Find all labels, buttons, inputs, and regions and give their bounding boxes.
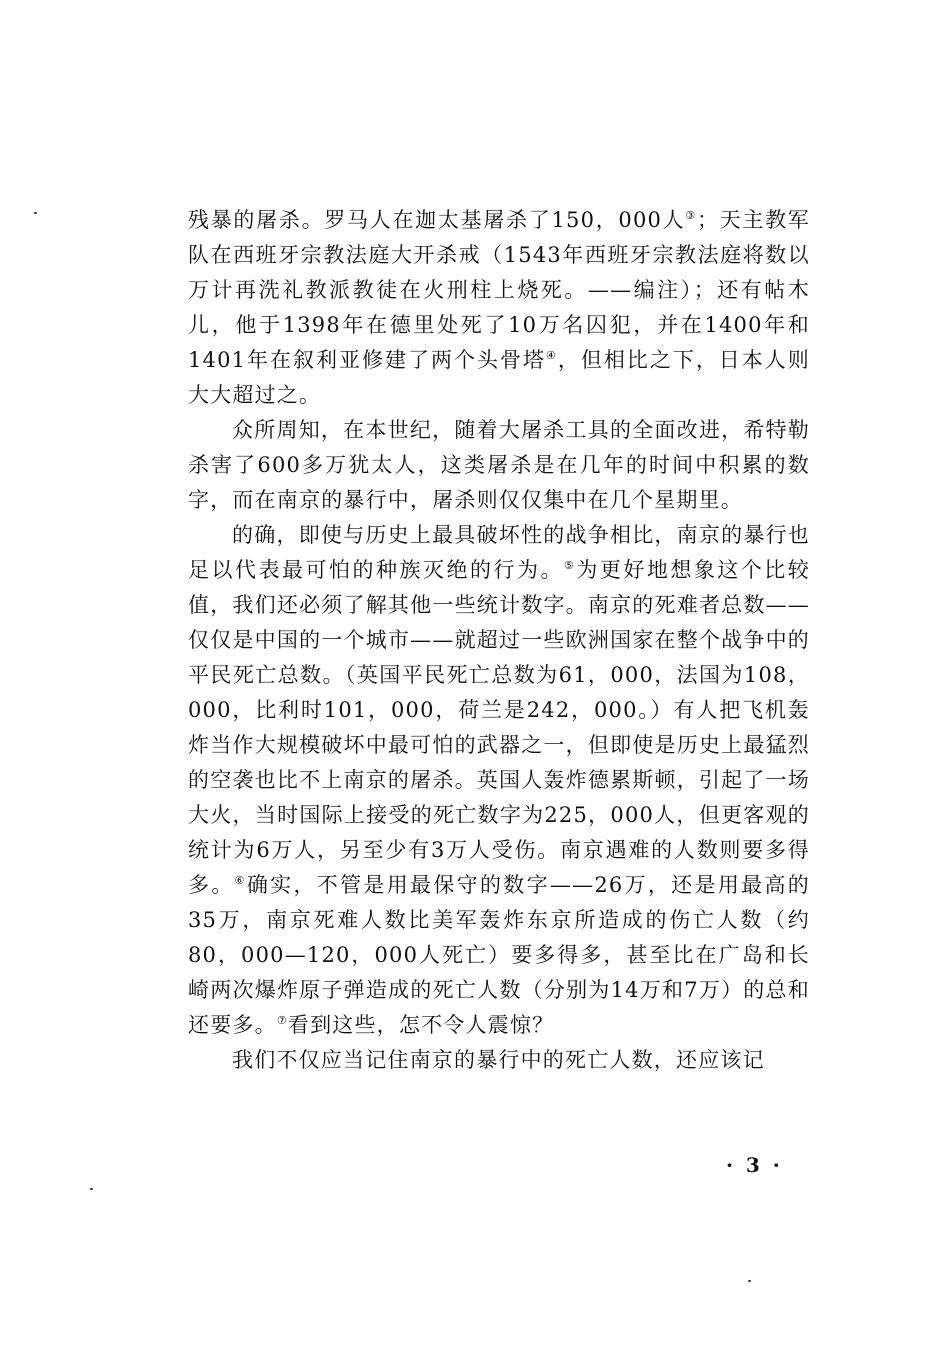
text-run: 确实，不管是用最保守的数字——26万，还是用最高的35万，南京死难人数比美军轰炸东京所造成的伤亡人数（约80，000—120，000人死亡）要多得多，甚至比在广岛和长崎两次爆炸原子弹造成的死亡人数（分别为14万和7万）的总和还要多。 [188, 873, 810, 1037]
text-run: 看到这些，怎不令人震惊？ [287, 1013, 555, 1037]
text-run: ，但相比之下，日本人则大大超过之。 [188, 348, 810, 407]
paragraph-4 [188, 1043, 810, 1078]
body-text [188, 203, 810, 1078]
footnote-marker: ⑥ [234, 874, 247, 887]
text-run: 的确，即使与历史上最具破坏性的战争相比，南京的暴行也足以代表最可怕的种族灭绝的行为。 [188, 523, 810, 582]
footnote-marker: ⑦ [276, 1014, 288, 1027]
text-run: 残暴的屠杀。罗马人在迦太基屠杀了150，000人 [188, 208, 686, 232]
text-run: 众所周知，在本世纪，随着大屠杀工具的全面改进，希特勒杀害了600多万犹太人，这类屠杀是在几年的时间中积累的数字，而在南京的暴行中，屠杀则仅仅集中在几个星期里。 [188, 418, 810, 512]
paragraph-3 [188, 518, 810, 1043]
paragraph-1 [188, 203, 810, 413]
text-run: ；天主教军队在西班牙宗教法庭大开杀戒（1543年西班牙宗教法庭将数以万计再洗礼教派教徒在火刑柱上烧死。——编注）；还有帖木儿，他于1398年在德里处死了10万名囚犯，并在1400年和1401年在叙利亚修建了两个头骨塔 [188, 208, 811, 372]
paragraph-2 [188, 413, 810, 518]
text-run: 我们不仅应当记住南京的暴行中的死亡人数，还应该记 [232, 1048, 765, 1072]
scan-speck [90, 1188, 93, 1190]
page-number: · 3 · [726, 1153, 783, 1177]
text-run: 为更好地想象这个比较值，我们还必须了解其他一些统计数字。南京的死难者总数——仅仅是中国的一个城市——就超过一些欧洲国家在整个战争中的平民死亡总数。（英国平民死亡总数为61，000，法国为108，000，比利时101，000，荷兰是242，000。）有人把飞机轰炸当作大规模破坏中最可怕的武器之一，但即使是历史上最猛烈的空袭也比不上南京的屠杀。英国人轰炸德累斯顿，引起了一场大火，当时国际上接受的死亡数字为225，000人，但更客观的统计为6万人，另至少有3万人受伤。南京遇难的人数则要多得多。 [188, 558, 811, 897]
footnote-marker: ⑤ [563, 559, 577, 572]
scan-speck [34, 212, 37, 214]
footnote-marker: ③ [685, 209, 697, 222]
scan-speck [748, 1280, 751, 1282]
footnote-marker: ④ [545, 349, 558, 362]
